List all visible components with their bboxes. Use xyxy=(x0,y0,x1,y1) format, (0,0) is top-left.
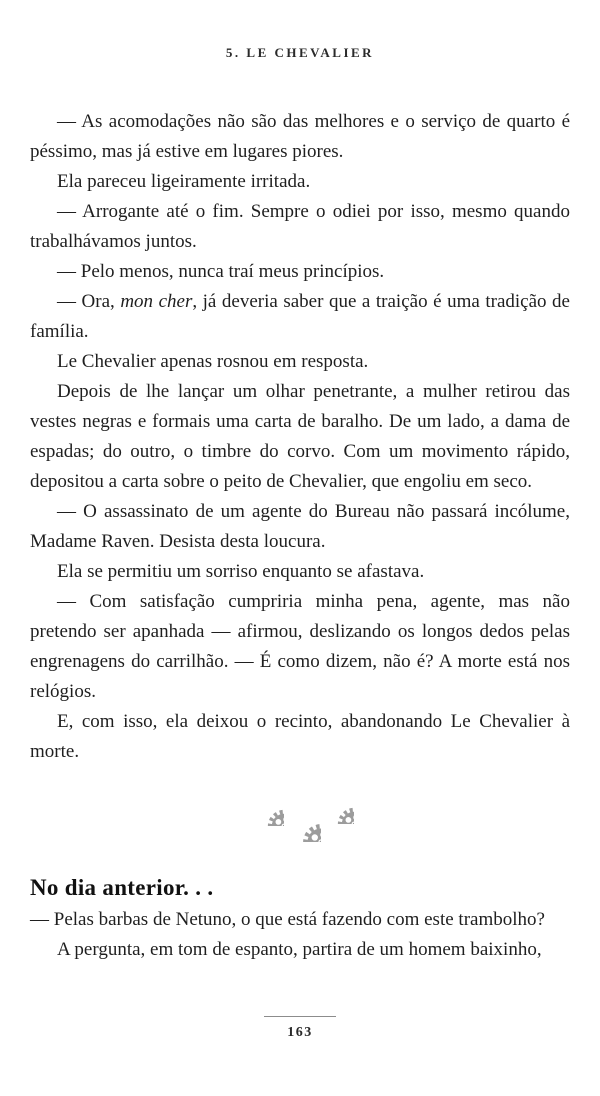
text-segment: Le Chevalier apenas rosnou em resposta. xyxy=(57,351,369,372)
page-footer xyxy=(0,1016,600,1041)
text-segment: — Pelas barbas de Netuno, o que está fazendo com este trambolho? xyxy=(30,909,545,930)
paragraph xyxy=(30,935,570,965)
paragraph xyxy=(30,107,570,167)
footer-divider xyxy=(264,1016,336,1017)
paragraph xyxy=(30,197,570,257)
paragraph xyxy=(30,707,570,767)
text-segment: — As acomodações não são das melhores e o serviço de quarto é péssimo, mas já estive em lugares piores. xyxy=(30,111,570,162)
paragraph xyxy=(30,287,570,347)
text-segment: Ela se permitiu um sorriso enquanto se afastava. xyxy=(57,561,425,582)
text-segment: — O assassinato de um agente do Bureau não passará incólume, Madame Raven. Desista desta loucura. xyxy=(30,501,570,552)
body-text-block xyxy=(30,107,570,767)
gear-ornament xyxy=(0,787,600,849)
italic-text: mon cher xyxy=(120,291,193,312)
text-segment: — Pelo menos, nunca traí meus princípios. xyxy=(57,261,385,282)
paragraph xyxy=(30,347,570,377)
paragraph xyxy=(30,167,570,197)
text-segment: — Arrogante até o fim. Sempre o odiei por isso, mesmo quando trabalhávamos juntos. xyxy=(30,201,570,252)
paragraph xyxy=(30,557,570,587)
paragraph xyxy=(30,587,570,707)
paragraph xyxy=(30,377,570,497)
gear-row xyxy=(247,787,354,842)
gear-icon xyxy=(280,801,321,842)
paragraph xyxy=(30,905,570,935)
paragraph xyxy=(30,497,570,557)
text-segment: E, com isso, ela deixou o recinto, abandonando Le Chevalier à morte. xyxy=(30,711,570,762)
text-segment: Depois de lhe lançar um olhar penetrante, a mulher retirou das vestes negras e formais uma carta de baralho. De um lado, a dama de espadas; do outro, o timbre do corvo. Com um movimento rápido, depositou a carta sobre o peito de Chevalier, que engoliu em seco. xyxy=(30,381,570,492)
gear-icon xyxy=(317,787,354,824)
body-text-block-after xyxy=(30,905,570,965)
text-segment: , já deveria saber que a traição é uma tradição de família. xyxy=(30,291,570,342)
paragraph xyxy=(30,257,570,287)
chapter-running-head: 5. LE CHEVALIER xyxy=(225,45,375,60)
text-segment: A pergunta, em tom de espanto, partira de um homem baixinho, xyxy=(57,939,542,960)
page-number: 163 xyxy=(287,1025,313,1040)
text-segment: — Com satisfação cumpriria minha pena, agente, mas não pretendo ser apanhada — afirmou, deslizando os longos dedos pelas engrenagens do carrilhão. — É como dizem, não é? A morte está nos relógios. xyxy=(30,591,570,702)
section-heading: No dia anterior. . . xyxy=(30,875,214,900)
text-segment: Ela pareceu ligeiramente irritada. xyxy=(57,171,311,192)
gear-icon xyxy=(247,789,284,826)
text-segment: — Ora, xyxy=(57,291,121,312)
